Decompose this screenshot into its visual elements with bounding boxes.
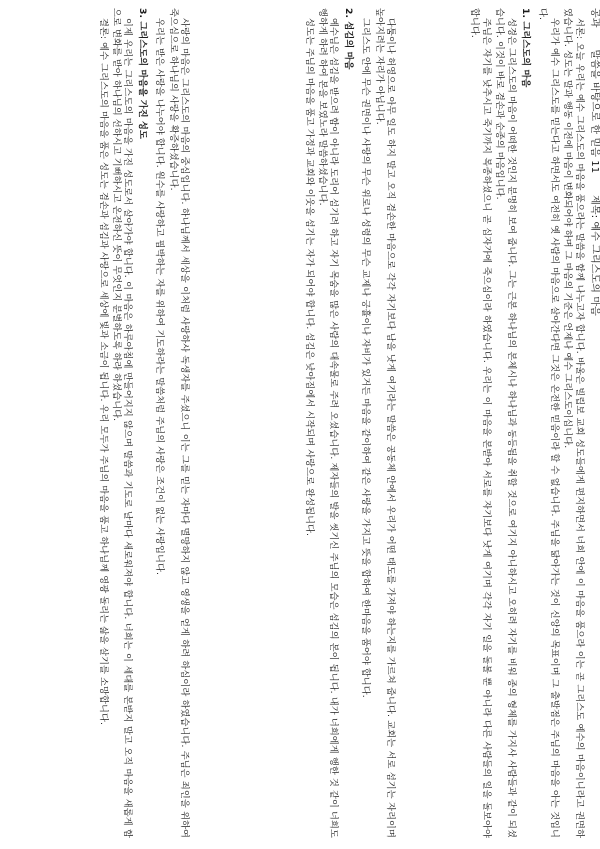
paragraph: 예수님은 섬김을 받으려 함이 아니라 도리어 섬기려 하고 자기 목숨을 많은 사람의 대속물로 주려 오셨습니다. 제자들의 발을 씻기신 주님의 모습은 섬김의 본이 됩니다. 내가 너희에게 행한 것 같이 너희도 행하게 하려 하여 본을 보였노라 말씀하셨습니다. [316, 8, 340, 838]
paragraph: 성도는 주님의 마음을 품고 가정과 교회와 이웃을 섬기는 자가 되어야 합니다. 섬김은 낮아짐에서 시작되며 사랑으로 완성됩니다. [303, 18, 315, 537]
paragraph: 결론: 예수 그리스도의 마음을 품은 성도는 겸손과 섬김과 사랑으로 세상에 빛과 소금이 됩니다. 우리 모두가 주님의 마음을 품고 하나님께 영광 돌리는 삶을 살기를 소망합니다. [97, 18, 109, 725]
lesson-label: 공과 [589, 8, 600, 28]
section-heading: 3. 그리스도의 마음을 가진 성도 [136, 8, 148, 139]
section [469, 8, 531, 838]
series-title: 말씀을 바탕으로 한 믿음 11 [589, 49, 600, 174]
paragraph: 우리가 예수 그리스도를 믿는다고 하면서도 여전히 옛 사람의 마음으로 살아간다면 그것은 온전한 믿음이라 할 수 없습니다. 주님을 닮아가는 것이 신앙의 목표이며 그 출발점은 주님의 마음을 아는 것입니다. [537, 8, 560, 838]
page-column-3 [0, 0, 200, 849]
column-1-text [467, 8, 600, 838]
column-3-text [95, 8, 190, 838]
section [360, 8, 396, 838]
section-heading: 2. 섬김의 마음 [342, 8, 354, 70]
section [154, 8, 190, 838]
document-header [589, 8, 600, 838]
section [303, 8, 354, 838]
section [97, 8, 148, 838]
paragraph: 성경은 그리스도의 마음이 어떠한 것인지 분명히 보여 줍니다. 그는 근본 하나님의 본체시나 하나님과 동등됨을 취할 것으로 여기지 아니하시고 오히려 자기를 비워 종의 형체를 가지사 사람들과 같이 되셨습니다. 이것이 바로 겸손과 순종의 마음입니다. [494, 8, 517, 838]
topic-title: 제목: 예수 그리스도의 마음 [589, 195, 600, 316]
paragraph: 다툼이나 허영으로 아무 일도 하지 말고 오직 겸손한 마음으로 각각 자기보다 남을 낫게 여기라는 말씀은 공동체 안에서 우리가 어떤 태도를 가져야 하는지를 가르쳐 줍니다. 교회는 서로 섬기는 자리이며 높아지려는 자리가 아닙니다. [373, 8, 396, 838]
paragraph: 사랑의 마음은 그리스도의 마음의 중심입니다. 하나님께서 세상을 이처럼 사랑하사 독생자를 주셨으니 이는 그를 믿는 자마다 멸망하지 않고 영생을 얻게 하려 하심이라 하였습니다. 주님은 죄인을 위하여 죽으심으로 하나님의 사랑을 확증하셨습니다. [167, 8, 190, 838]
paragraph: 주님은 자기를 낮추시고 죽기까지 복종하셨으니 곧 십자가에 죽으심이라 하였습니다. 우리는 이 마음을 본받아 서로를 자기보다 낫게 여기며 각각 자기 일을 돌볼 뿐 아니라 다른 사람들의 일을 돌보아야 합니다. [469, 8, 492, 838]
paragraph: 이제 우리는 그리스도의 마음을 가진 성도로서 살아가야 합니다. 이 마음은 하루아침에 만들어지지 않으며 말씀과 기도로 날마다 새로워져야 합니다. 너희는 이 세대를 본받지 말고 오직 마음을 새롭게 함으로 변화를 받아 하나님의 선하시고 기뻐하시고 온전하신 뜻이 무엇인지 분별하도록 하라 하셨습니다. [110, 8, 134, 838]
paragraph: 서론: 오늘 우리는 예수 그리스도의 마음을 품으라는 말씀을 함께 나누고자 합니다. 바울은 빌립보 교회 성도들에게 편지하면서 너희 안에 이 마음을 품으라 이는 곧 그리스도 예수의 마음이니라고 권면하였습니다. 성도는 말과 행동 이전에 마음이 변화되어야 하며 그 마음의 기준은 언제나 예수 그리스도이십니다. [562, 8, 585, 838]
page-column-1 [400, 0, 600, 849]
paragraph: 우리는 받은 사랑을 나누어야 합니다. 원수를 사랑하고 핍박하는 자를 위하여 기도하라는 말씀처럼 주님의 사랑은 조건이 없는 사랑입니다. [154, 18, 166, 575]
page-column-2 [200, 0, 400, 849]
section-heading: 1. 그리스도의 마음 [519, 8, 531, 88]
paragraph: 그리스도 안에 무슨 권면이나 사랑의 무슨 위로나 성령의 무슨 교제나 긍휼이나 자비가 있거든 마음을 같이하여 같은 사랑을 가지고 뜻을 합하여 한마음을 품어야 합니다. [360, 18, 372, 698]
column-2-text [301, 8, 396, 838]
section [537, 8, 585, 838]
